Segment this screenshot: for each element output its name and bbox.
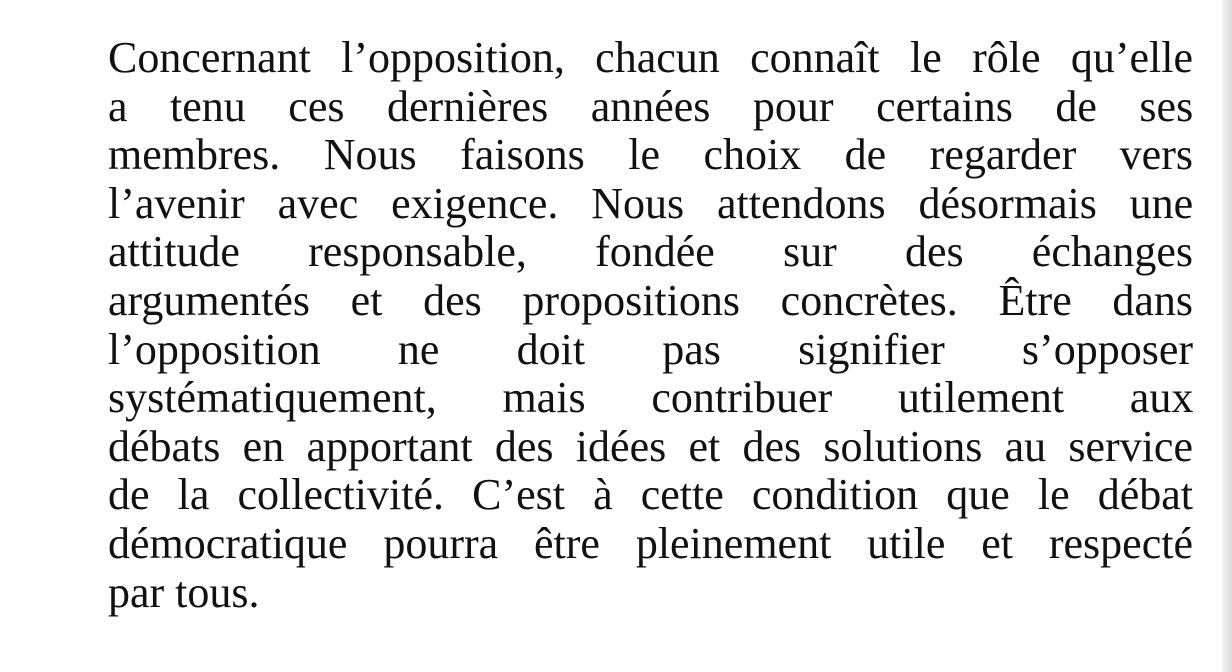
paragraph-line: attitude responsable, fondée sur des échanges <box>108 227 1194 277</box>
paragraph-line: par tous. <box>108 567 260 617</box>
paragraph-line: l’opposition ne doit pas signifier s’opposer <box>108 324 1194 374</box>
paragraph-line: systématiquement, mais contribuer utilement aux <box>108 373 1194 423</box>
paragraph-line: débats en apportant des idées et des solutions au service <box>108 421 1193 471</box>
paragraph-line: démocratique pourra être pleinement utile et respecté <box>108 518 1193 568</box>
scan-edge-shadow <box>1222 0 1232 672</box>
paragraph-line: membres. Nous faisons le choix de regarder vers <box>108 130 1193 180</box>
paragraph-line: a tenu ces dernières années pour certains de ses <box>108 81 1194 131</box>
paragraph <box>108 34 1193 617</box>
paragraph-line: argumentés et des propositions concrètes. Être dans <box>108 275 1194 325</box>
paragraph-line: l’avenir avec exigence. Nous attendons désormais une <box>108 178 1194 228</box>
paragraph-line: de la collectivité. C’est à cette condition que le débat <box>108 470 1193 520</box>
paragraph-line: Concernant l’opposition, chacun connaît le rôle qu’elle <box>108 33 1193 82</box>
